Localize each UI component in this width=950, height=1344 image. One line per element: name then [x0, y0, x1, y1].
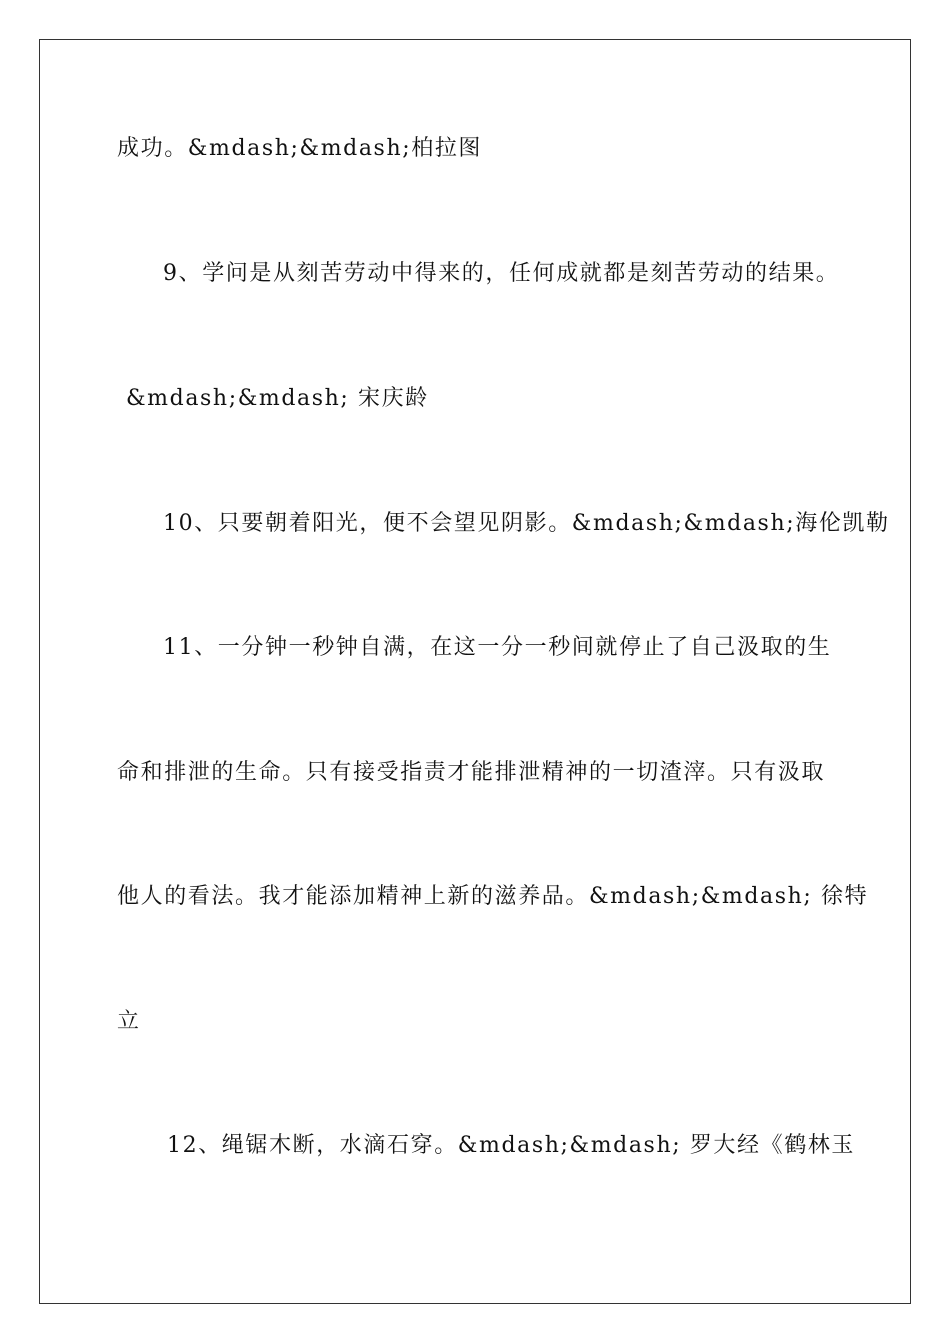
- text-line-7: 他人的看法。我才能添加精神上新的滋养品。&mdash;&mdash; 徐特: [117, 884, 869, 909]
- text-line-4: 10、只要朝着阳光，便不会望见阴影。&mdash;&mdash;海伦凯勒: [163, 511, 890, 536]
- text-line-8: 立: [117, 1009, 141, 1034]
- text-line-5: 11、一分钟一秒钟自满，在这一分一秒间就停止了自己汲取的生: [163, 635, 832, 660]
- text-line-9: 12、绳锯木断，水滴石穿。&mdash;&mdash; 罗大经《鹤林玉: [167, 1133, 856, 1158]
- text-line-2: 9、学问是从刻苦劳动中得来的，任何成就都是刻苦劳动的结果。: [163, 261, 840, 286]
- text-line-6: 命和排泄的生命。只有接受指责才能排泄精神的一切渣滓。只有汲取: [117, 760, 826, 785]
- page-frame: [39, 39, 911, 1304]
- text-line-1: 成功。&mdash;&mdash;柏拉图: [117, 136, 483, 161]
- text-line-3: &mdash;&mdash; 宋庆龄: [126, 386, 429, 411]
